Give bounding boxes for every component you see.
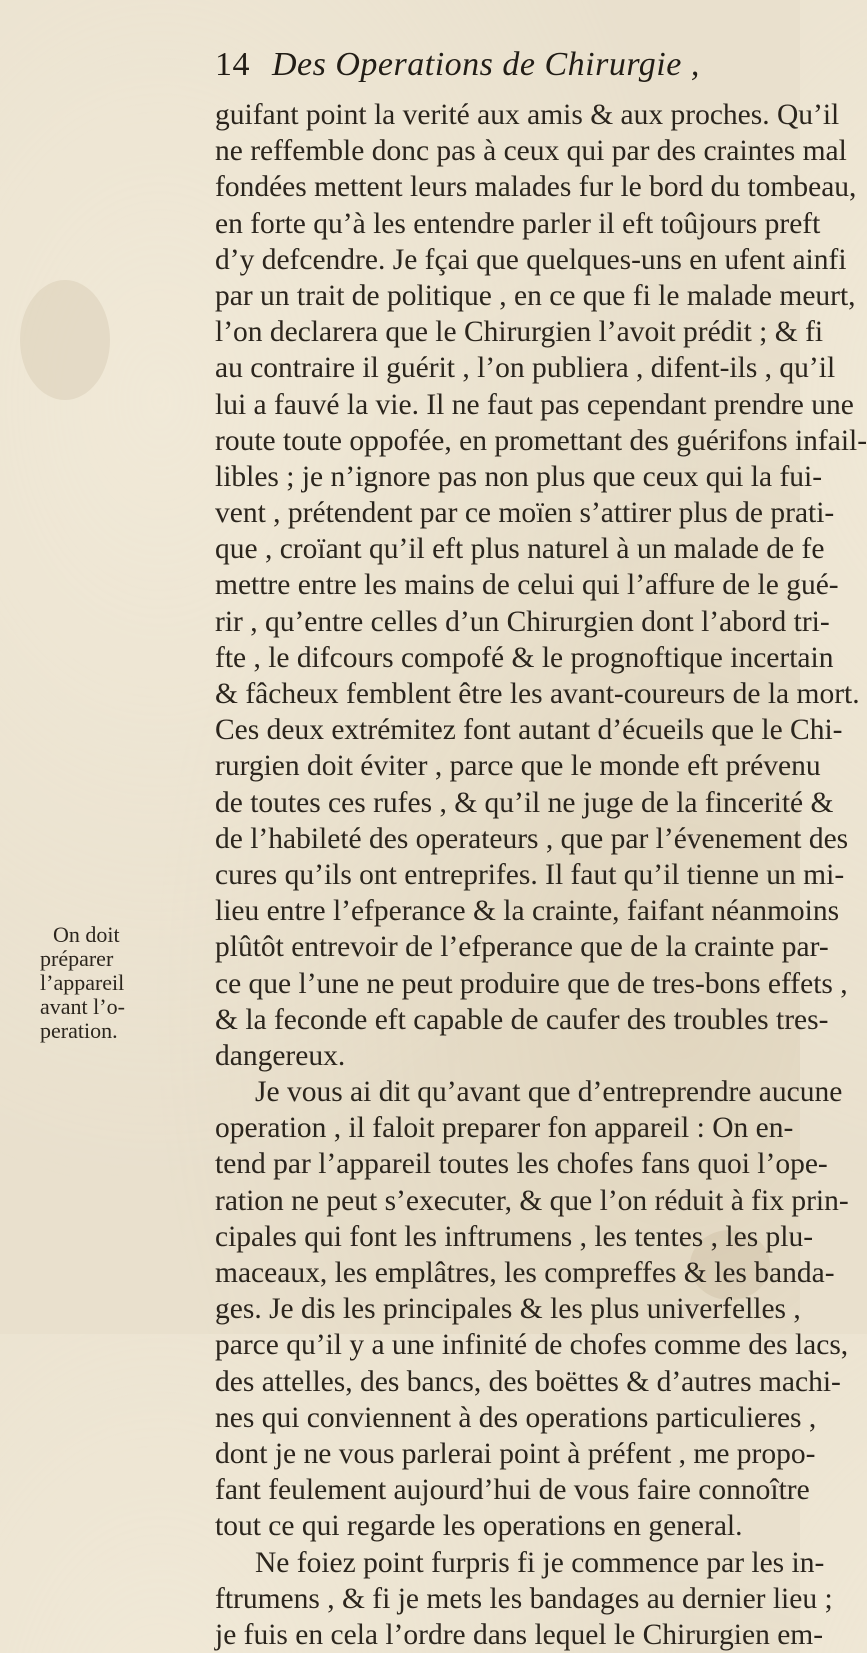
text-line: rir , qu’entre celles d’un Chirurgien dont l’abord tri- bbox=[215, 605, 830, 638]
text-line: guifant point la verité aux amis & aux proches. Qu’il bbox=[215, 99, 840, 131]
text-line: Ces deux extrémitez font autant d’écueils que le Chi- bbox=[215, 714, 843, 747]
text-line: en forte qu’à les entendre parler il eft toûjours preft bbox=[215, 207, 821, 240]
text-line: ges. Je dis les principales & les plus univerfelles , bbox=[215, 1293, 801, 1326]
margin-note-line: avant l’o- bbox=[40, 994, 125, 1019]
text-line: de l’habileté des operateurs , que par l’évenement des bbox=[215, 822, 849, 855]
paper-stain bbox=[20, 280, 110, 400]
margin-note-line: préparer bbox=[40, 946, 114, 971]
text-line: je fuis en cela l’ordre dans lequel le Chirurgien em- bbox=[215, 1618, 824, 1651]
text-line: operation , il faloit preparer fon appareil : On en- bbox=[215, 1112, 794, 1145]
running-header bbox=[215, 46, 785, 84]
text-line: dont je ne vous parlerai point à préfent , me propo- bbox=[215, 1437, 816, 1470]
text-line: ne reffemble donc pas à ceux qui par des craintes mal bbox=[215, 135, 847, 168]
text-line: mettre entre les mains de celui qui l’affure de le gué- bbox=[215, 569, 839, 602]
text-line: & fâcheux femblent être les avant-coureurs de la mort. bbox=[215, 678, 860, 710]
text-line: nes qui conviennent à des operations particulieres , bbox=[215, 1401, 817, 1434]
text-line: fte , le difcours compofé & le prognoftique incertain bbox=[215, 641, 834, 674]
text-line: rurgien doit éviter , parce que le monde eft prévenu bbox=[215, 750, 821, 783]
margin-note-line: On doit bbox=[53, 922, 120, 947]
text-line: lui a fauvé la vie. Il ne faut pas cependant prendre une bbox=[215, 388, 854, 421]
margin-note-line: l’appareil bbox=[40, 970, 125, 995]
text-line: cures qu’ils ont entreprifes. Il faut qu’il tienne un mi- bbox=[215, 858, 845, 891]
text-line: l’on declarera que le Chirurgien l’avoit prédit ; & fi bbox=[215, 316, 824, 349]
text-line: fant feulement aujourd’hui de vous faire connoître bbox=[215, 1474, 810, 1507]
margin-note bbox=[40, 923, 210, 1043]
text-line: vent , prétendent par ce moïen s’attirer plus de prati- bbox=[215, 497, 835, 530]
text-line: maceaux, les emplâtres, les compreffes & les banda- bbox=[215, 1257, 835, 1289]
running-title: Des Operations de Chirurgie , bbox=[272, 46, 700, 83]
text-line: & la feconde eft capable de caufer des troubles tres- bbox=[215, 1003, 829, 1036]
text-line: Ne foiez point furpris fi je commence par les in- bbox=[255, 1546, 825, 1579]
text-line: lieu entre l’efperance & la crainte, faifant néanmoins bbox=[215, 895, 840, 928]
text-line: libles ; je n’ignore pas non plus que ceux qui la fui- bbox=[215, 460, 823, 493]
text-line: fondées mettent leurs malades fur le bord du tombeau, bbox=[215, 171, 857, 204]
text-line: Je vous ai dit qu’avant que d’entreprendre aucune bbox=[255, 1076, 843, 1109]
text-line: cipales qui font les inftrumens , les tentes , les plu- bbox=[215, 1220, 814, 1253]
text-line: tout ce qui regarde les operations en general. bbox=[215, 1510, 743, 1543]
text-line: ftrumens , & fi je mets les bandages au dernier lieu ; bbox=[215, 1582, 833, 1615]
text-line: plûtôt entrevoir de l’efperance que de la crainte par- bbox=[215, 931, 829, 964]
text-line: ration ne peut s’executer, & que l’on réduit à fix prin- bbox=[215, 1184, 849, 1217]
text-line: route toute oppofée, en promettant des guérifons infail- bbox=[215, 424, 867, 457]
margin-note-line: peration. bbox=[40, 1018, 118, 1043]
text-line: de toutes ces rufes , & qu’il ne juge de la fincerité & bbox=[215, 786, 834, 819]
text-line: par un trait de politique , en ce que fi le malade meurt, bbox=[215, 279, 856, 312]
text-line: que , croïant qu’il eft plus naturel à un malade de fe bbox=[215, 533, 825, 566]
text-line: ce que l’une ne peut produire que de tres-bons effets , bbox=[215, 967, 848, 1000]
page-number: 14 bbox=[215, 46, 250, 83]
body-text bbox=[215, 97, 867, 1653]
text-line: des attelles, des bancs, des boëttes & d’autres machi- bbox=[215, 1365, 841, 1398]
text-line: d’y defcendre. Je fçai que quelques-uns en ufent ainfi bbox=[215, 243, 847, 276]
text-line: parce qu’il y a une infinité de chofes comme des lacs, bbox=[215, 1329, 849, 1362]
text-line: au contraire il guérit , l’on publiera , difent-ils , qu’il bbox=[215, 352, 836, 385]
text-line: tend par l’appareil toutes les chofes fans quoi l’ope- bbox=[215, 1148, 828, 1181]
text-line: dangereux. bbox=[215, 1039, 346, 1072]
